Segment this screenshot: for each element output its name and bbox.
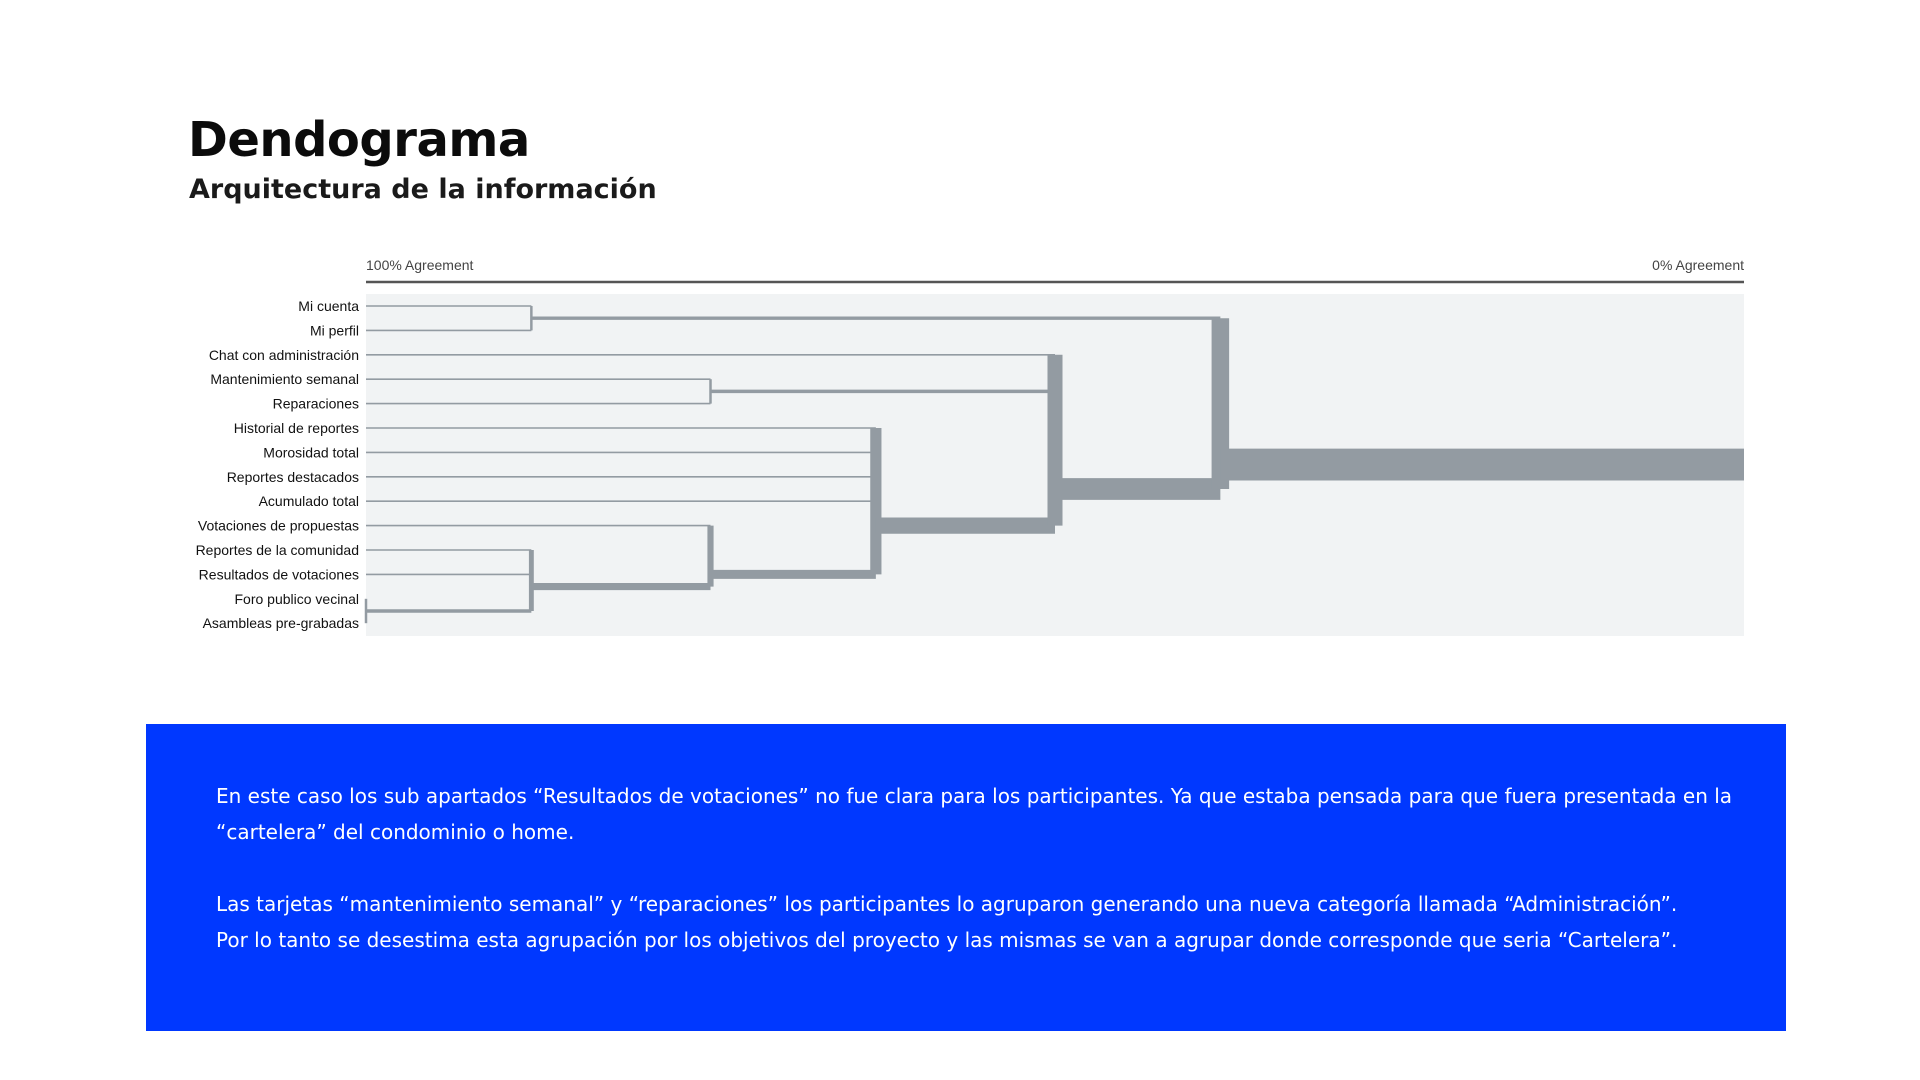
insight-paragraph-1-line-1: En este caso los sub apartados “Resultados de votaciones” no fue clara para los participantes. Ya que estaba pensada para que fuera presentada en la xyxy=(216,784,1733,808)
leaf-label: Reportes destacados xyxy=(226,468,359,485)
leaf-label: Morosidad total xyxy=(263,444,359,461)
leaf-label: Acumulado total xyxy=(258,493,359,510)
leaf-label: Votaciones de propuestas xyxy=(197,517,359,534)
insight-paragraph-2 xyxy=(216,886,1736,958)
insight-paragraph-1 xyxy=(216,778,1736,850)
leaf-label: Chat con administración xyxy=(208,346,359,363)
leaf-label: Mantenimiento semanal xyxy=(210,371,359,388)
leaf-label: Foro publico vecinal xyxy=(234,590,359,607)
axis-right-label: 0% Agreement xyxy=(1652,257,1744,273)
insight-box xyxy=(146,724,1786,1031)
insight-paragraph-2-line-2: Por lo tanto se desestima esta agrupación por los objetivos del proyecto y las mismas se van a agrupar donde corresponde que seria “Cartelera”. xyxy=(216,928,1678,952)
leaf-label: Asambleas pre-grabadas xyxy=(202,615,359,632)
leaf-label: Historial de reportes xyxy=(233,420,359,436)
axis-left-label: 100% Agreement xyxy=(366,257,474,273)
leaf-label: Mi perfil xyxy=(309,322,359,339)
page-subtitle: Arquitectura de la información xyxy=(189,174,657,205)
leaf-label: Reportes de la comunidad xyxy=(195,542,359,558)
leaf-label: Mi cuenta xyxy=(298,298,359,314)
insight-paragraph-1-line-2: “cartelera” del condominio o home. xyxy=(216,820,575,844)
page-title: Dendograma xyxy=(188,112,530,168)
insight-paragraph-2-line-1: Las tarjetas “mantenimiento semanal” y “reparaciones” los participantes lo agruparon generando una nueva categoría llamada “Administración”. xyxy=(216,892,1678,916)
leaf-labels xyxy=(196,298,360,631)
leaf-label: Resultados de votaciones xyxy=(198,566,359,583)
leaf-label: Reparaciones xyxy=(272,395,359,412)
